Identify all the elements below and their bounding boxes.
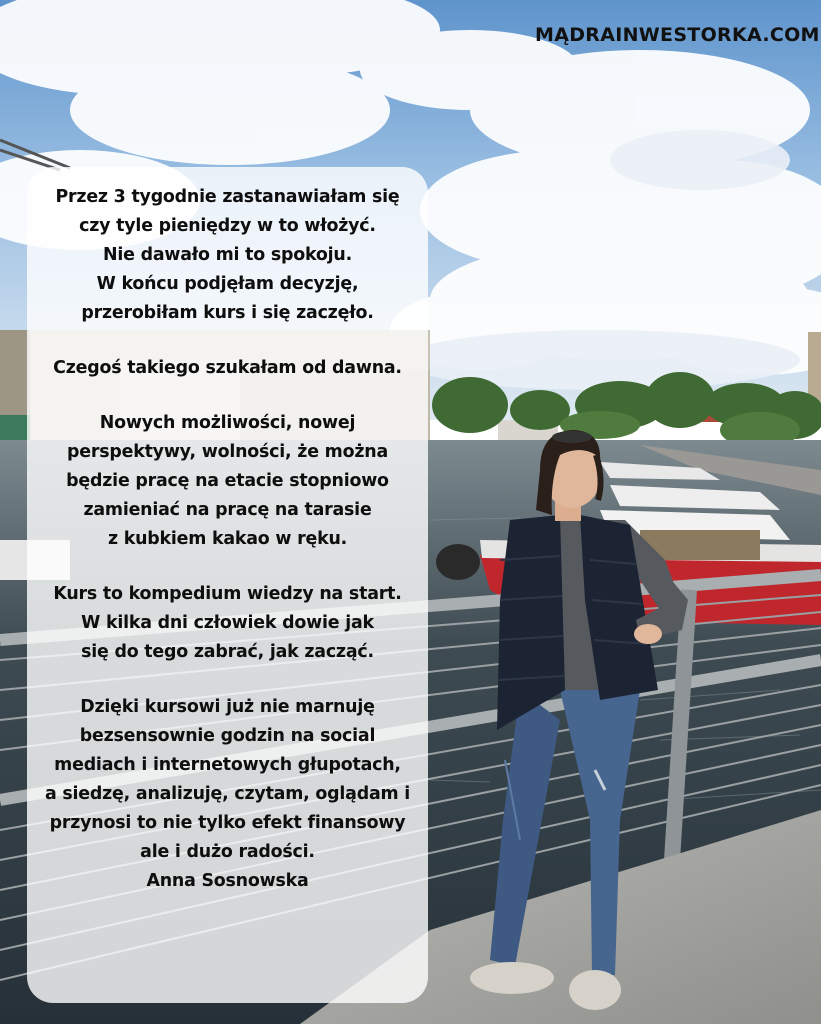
text-line: Nie dawało mi to spokoju. bbox=[103, 245, 352, 265]
text-line: przerobiłam kurs i się zaczęło. bbox=[81, 303, 374, 323]
text-line: bezsensownie godzin na social bbox=[79, 726, 376, 746]
text-line: Przez 3 tygodnie zastanawiałam się bbox=[55, 187, 400, 207]
testimonial-paragraph-1 bbox=[33, 183, 422, 328]
text-line: a siedzę, analizuję, czytam, oglądam i bbox=[44, 784, 411, 804]
testimonial-paragraph-4 bbox=[33, 580, 422, 667]
text-line: mediach i internetowych głupotach, bbox=[54, 755, 401, 775]
text-line: Nowych możliwości, nowej bbox=[99, 413, 356, 433]
testimonial-paragraph-2 bbox=[33, 354, 422, 383]
text-line: Dzięki kursowi już nie marnuję bbox=[80, 697, 375, 717]
text-line: W kilka dni człowiek dowie jak bbox=[81, 613, 374, 633]
text-line: perspektywy, wolności, że można bbox=[66, 442, 388, 462]
text-line: przynosi to nie tylko efekt finansowy bbox=[49, 813, 406, 833]
text-line: zamieniać na pracę na tarasie bbox=[83, 500, 372, 520]
testimonial-paragraph-5 bbox=[33, 693, 422, 896]
text-line: z kubkiem kakao w ręku. bbox=[107, 529, 348, 549]
text-line: będzie pracę na etacie stopniowo bbox=[66, 471, 389, 491]
testimonial-panel bbox=[27, 167, 428, 1003]
brand-watermark: MĄDRAINWESTORKA.COM bbox=[535, 24, 820, 46]
testimonial-author: Anna Sosnowska bbox=[146, 871, 309, 891]
text-line: ale i dużo radości. bbox=[140, 842, 315, 862]
text-line: się do tego zabrać, jak zacząć. bbox=[81, 642, 374, 662]
text-line: czy tyle pieniędzy w to włożyć. bbox=[79, 216, 376, 236]
text-line: Czegoś takiego szukałam od dawna. bbox=[53, 358, 402, 378]
text-line: Kurs to kompedium wiedzy na start. bbox=[53, 584, 402, 604]
text-line: W końcu podjęłam decyzję, bbox=[96, 274, 359, 294]
testimonial-paragraph-3 bbox=[33, 409, 422, 554]
